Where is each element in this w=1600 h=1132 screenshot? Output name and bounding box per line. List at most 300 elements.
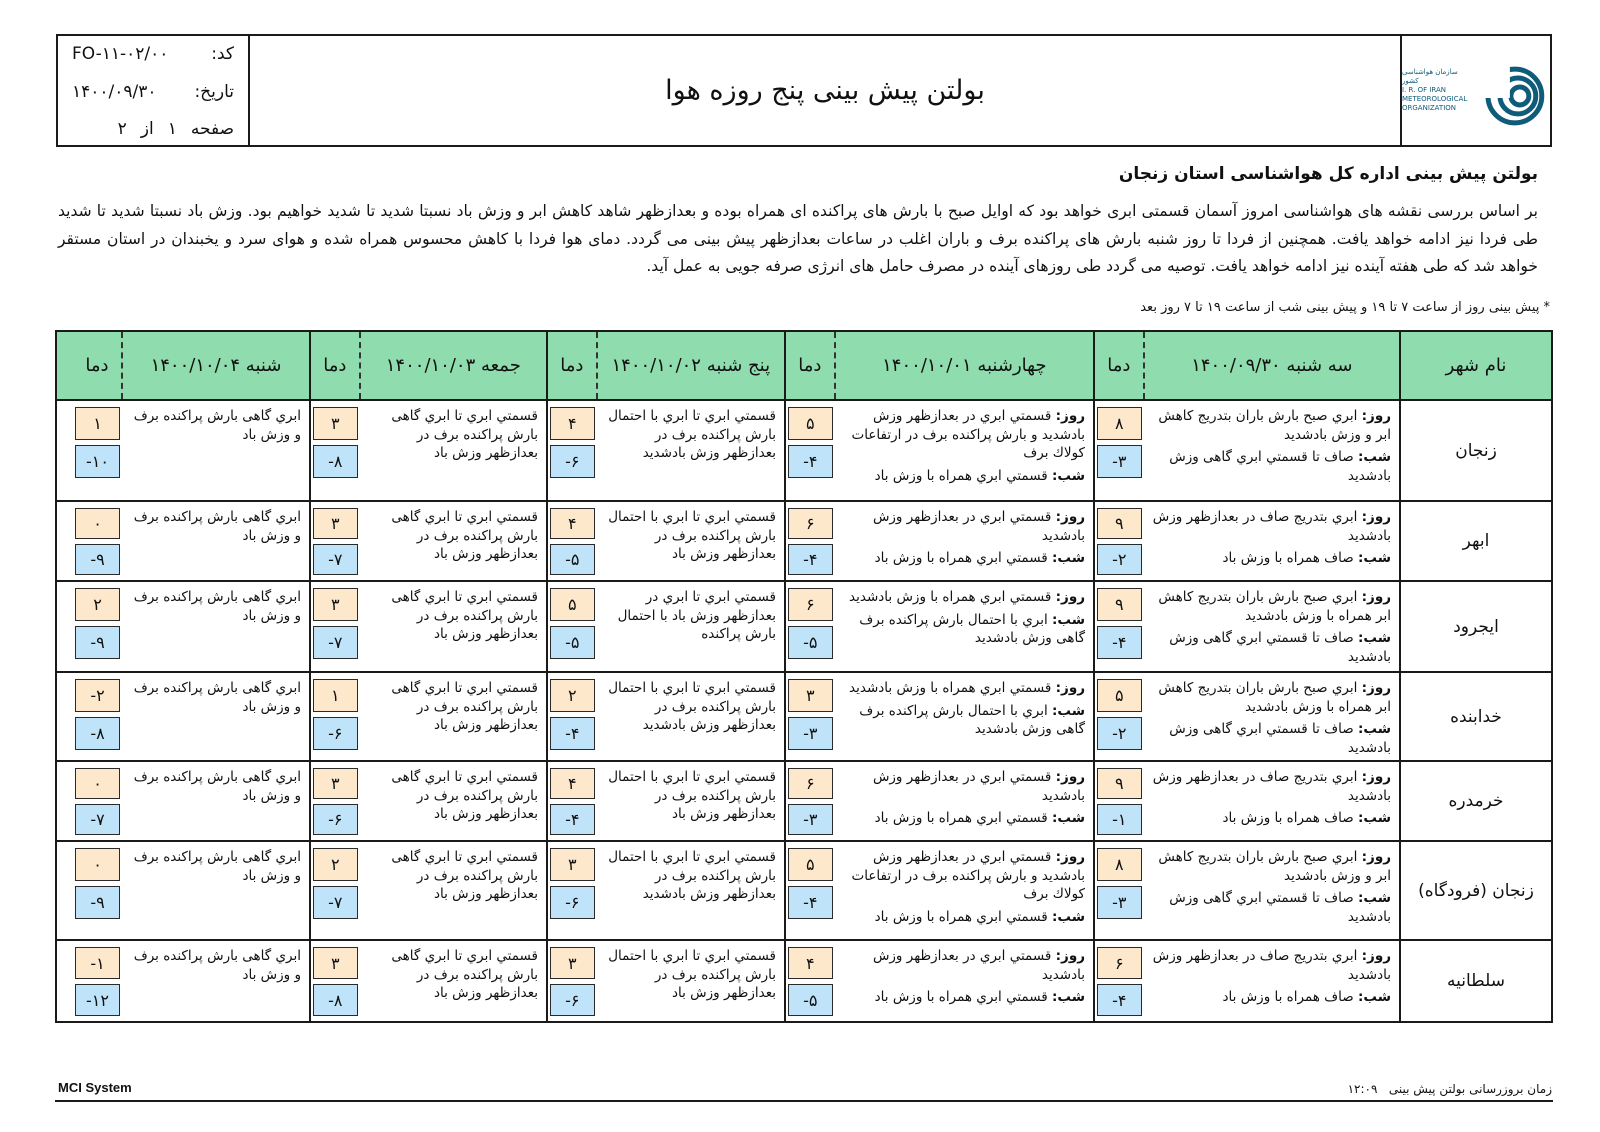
forecast-description (121, 673, 309, 760)
max-temperature: ۴ (550, 768, 595, 799)
day-label: روز: (1361, 948, 1391, 964)
temperature-cells (1095, 762, 1143, 840)
day-forecast (842, 407, 1085, 463)
night-forecast (842, 611, 1085, 648)
forecast-text: قسمتي ابري تا ابري گاهی بارش پراكنده برف در بعدازظهر وزش باد (391, 849, 538, 902)
night-text: قسمتي ابري همراه با وزش باد (874, 467, 1048, 484)
forecast-description (834, 762, 1093, 840)
logo-line: ORGANIZATION (1402, 104, 1457, 112)
forecast-description (121, 762, 309, 840)
temp-column-header: دما (798, 355, 822, 376)
night-forecast (1151, 448, 1391, 485)
day-forecast (842, 768, 1085, 805)
night-text: قسمتي ابري همراه با وزش باد (874, 908, 1048, 925)
min-temperature: -۹ (75, 886, 120, 919)
night-text: قسمتي ابري همراه با وزش باد (874, 550, 1048, 566)
temperature-cells (1095, 582, 1143, 671)
table-row (57, 762, 1551, 842)
max-temperature: ۳ (313, 407, 358, 440)
temperature-cells (1095, 941, 1143, 1021)
max-temperature: ۵ (788, 407, 833, 440)
day-label: روز: (1361, 589, 1391, 605)
forecast-description (1143, 401, 1399, 500)
temperature-cells (786, 582, 834, 671)
temperature-cells (1095, 401, 1143, 500)
temperature-cells (73, 502, 121, 580)
day-forecast-cell (784, 673, 1093, 760)
forecast-description (834, 582, 1093, 671)
min-temperature: -۱ (1097, 804, 1142, 835)
forecast-description (596, 401, 784, 500)
temperature-cells (73, 762, 121, 840)
forecast-description (359, 842, 546, 939)
day-label: روز: (1361, 769, 1391, 785)
temperature-cells (786, 502, 834, 580)
night-label: شب: (1358, 810, 1391, 826)
night-forecast (842, 702, 1085, 739)
forecast-text: قسمتي ابري تا ابري با احتمال بارش پراكنده برف در بعدازظهر وزش بادشديد (608, 849, 776, 902)
max-temperature: ۱ (75, 407, 120, 440)
page-total: ۲ (117, 119, 127, 139)
night-label: شب: (1052, 467, 1085, 484)
max-temperature: ۴ (550, 508, 595, 539)
forecast-note: * پیش بینی روز از ساعت ۷ تا ۱۹ و پیش بینی شب از ساعت ۱۹ تا ۷ روز بعد (1140, 300, 1550, 315)
min-temperature: -۵ (550, 544, 595, 575)
day-text: ابري بتدريج صاف در بعدازظهر وزش بادشديد (1152, 769, 1391, 804)
table-row (57, 842, 1551, 941)
min-temperature: -۶ (550, 984, 595, 1016)
max-temperature: ۴ (788, 947, 833, 979)
night-label: شب: (1358, 890, 1391, 906)
temperature-cells (786, 673, 834, 760)
max-temperature: ۶ (788, 768, 833, 799)
update-time: ۱۲:۰۹ (1347, 1082, 1378, 1096)
min-temperature: -۸ (313, 984, 358, 1016)
forecast-text: قسمتي ابري تا ابري با احتمال بارش پراكنده برف در بعدازظهر وزش باد (608, 769, 776, 822)
city-column-header: نام شهر (1399, 332, 1551, 399)
day-forecast-cell (309, 582, 546, 671)
forecast-text: ابري گاهی بارش پراكنده برف و وزش باد (133, 509, 301, 544)
day-forecast-cell (546, 502, 784, 580)
night-text: صاف تا قسمتي ابري گاهی وزش بادشديد (1169, 449, 1391, 484)
day-forecast-cell (309, 401, 546, 500)
night-label: شب: (1052, 989, 1085, 1005)
code-row (72, 44, 234, 64)
forecast-description (1143, 673, 1399, 760)
min-temperature: -۳ (1097, 445, 1142, 478)
day-forecast-cell (1093, 401, 1399, 500)
min-temperature: -۶ (313, 717, 358, 750)
day-forecast (842, 848, 1085, 904)
table-body (57, 401, 1551, 1021)
day-column-header (1093, 332, 1399, 399)
max-temperature: ۵ (550, 588, 595, 621)
temperature-cells (548, 502, 596, 580)
day-forecast-cell (546, 842, 784, 939)
min-temperature: -۵ (550, 626, 595, 659)
forecast-description (834, 941, 1093, 1021)
logo-line: سازمان هواشناسی کشور (1402, 68, 1458, 85)
max-temperature: ۳ (313, 588, 358, 621)
forecast-description (596, 762, 784, 840)
page-label: صفحه (190, 119, 234, 139)
logo-text (1402, 68, 1476, 113)
forecast-text: ابري گاهی بارش پراكنده برف و وزش باد (133, 849, 301, 884)
day-forecast (1151, 508, 1391, 545)
forecast-text: قسمتي ابري تا ابري گاهی بارش پراكنده برف در بعدازظهر وزش باد (391, 589, 538, 642)
temperature-cells (311, 502, 359, 580)
day-forecast (1151, 768, 1391, 805)
min-temperature: -۴ (550, 804, 595, 835)
min-temperature: -۸ (313, 445, 358, 478)
min-temperature: -۴ (1097, 626, 1142, 659)
forecast-text: قسمتي ابري تا ابري گاهی بارش پراكنده برف در بعدازظهر وزش باد (391, 769, 538, 822)
min-temperature: -۴ (550, 717, 595, 750)
temperature-cells (548, 401, 596, 500)
max-temperature: ۸ (1097, 848, 1142, 881)
day-forecast-cell (309, 502, 546, 580)
min-temperature: -۴ (788, 544, 833, 575)
day-text: قسمتي ابري در بعدازظهر وزش بادشديد و بارش پراكنده برف در ارتفاعات كولاك برف (851, 408, 1085, 461)
day-text: ابري صبح بارش باران بتدريج كاهش ابر همراه با وزش بادشديد (1158, 680, 1391, 715)
max-temperature: ۹ (1097, 508, 1142, 539)
forecast-description (596, 842, 784, 939)
day-text: قسمتي ابري در بعدازظهر وزش بادشديد (872, 948, 1085, 983)
max-temperature: ۳ (550, 848, 595, 881)
night-text: قسمتي ابري همراه با وزش باد (874, 989, 1048, 1005)
day-forecast (842, 508, 1085, 545)
min-temperature: -۳ (1097, 886, 1142, 919)
logo-spiral-icon (1480, 56, 1550, 126)
night-forecast (842, 467, 1085, 486)
night-label: شب: (1052, 702, 1085, 719)
temperature-cells (311, 762, 359, 840)
forecast-description (359, 582, 546, 671)
city-name: ایجرود (1399, 582, 1551, 671)
temperature-cells (786, 842, 834, 939)
day-forecast-cell (73, 842, 309, 939)
night-text: ابري با احتمال بارش پراكنده برف گاهی وزش بادشديد (859, 702, 1085, 737)
temp-column-header: دما (560, 355, 584, 376)
page-row (72, 119, 234, 139)
forecast-text: قسمتي ابري تا ابري با احتمال بارش پراكنده برف در بعدازظهر وزش باد (608, 509, 776, 562)
footer-divider (55, 1100, 1553, 1102)
day-column-header (546, 332, 784, 399)
forecast-description (834, 673, 1093, 760)
page-title: بولتن پیش بینی پنج روزه هوا (665, 75, 985, 106)
night-forecast (1151, 629, 1391, 666)
min-temperature: -۷ (313, 544, 358, 575)
night-label: شب: (1052, 908, 1085, 925)
temperature-cells (786, 941, 834, 1021)
day-text: ابري بتدريج صاف در بعدازظهر وزش بادشديد (1152, 948, 1391, 983)
forecast-description (359, 502, 546, 580)
day-forecast-cell (309, 673, 546, 760)
day-forecast-cell (1093, 941, 1399, 1021)
day-label: روز: (1055, 408, 1085, 424)
temperature-cells (786, 762, 834, 840)
temperature-cells (1095, 673, 1143, 760)
night-forecast (842, 908, 1085, 927)
city-name: زنجان (1399, 401, 1551, 500)
day-forecast-cell (1093, 762, 1399, 840)
table-header (57, 332, 1551, 401)
forecast-text: قسمتي ابري تا ابري گاهی بارش پراكنده برف در بعدازظهر وزش باد (391, 408, 538, 461)
day-forecast-cell (784, 582, 1093, 671)
min-temperature: -۹ (75, 626, 120, 659)
day-text: ابري صبح بارش باران بتدريج كاهش ابر و وزش بادشديد (1158, 849, 1391, 884)
forecast-description (359, 673, 546, 760)
day-forecast (842, 588, 1085, 607)
forecast-description (596, 941, 784, 1021)
temperature-cells (1095, 842, 1143, 939)
day-forecast-cell (546, 673, 784, 760)
day-forecast-cell (73, 673, 309, 760)
day-forecast-cell (546, 762, 784, 840)
day-forecast-cell (73, 582, 309, 671)
night-forecast (1151, 809, 1391, 828)
forecast-text: قسمتي ابري تا ابري با احتمال بارش پراكنده برف در بعدازظهر وزش باد (608, 948, 776, 1001)
bulletin-header (56, 34, 1552, 147)
max-temperature: ۸ (1097, 407, 1142, 440)
day-label: روز: (1055, 849, 1085, 865)
forecast-description (359, 401, 546, 500)
night-text: صاف تا قسمتي ابري گاهی وزش بادشديد (1169, 890, 1391, 925)
max-temperature: ۹ (1097, 768, 1142, 799)
date-row (72, 82, 234, 102)
code-label: کد: (211, 44, 234, 64)
min-temperature: -۶ (550, 886, 595, 919)
forecast-description (1143, 762, 1399, 840)
forecast-table (55, 330, 1553, 1023)
forecast-description (596, 502, 784, 580)
max-temperature: -۱ (75, 947, 120, 979)
night-text: صاف تا قسمتي ابري گاهی وزش بادشديد (1169, 630, 1391, 665)
day-forecast-cell (546, 582, 784, 671)
day-forecast-cell (1093, 502, 1399, 580)
night-forecast (1151, 720, 1391, 757)
max-temperature: ۹ (1097, 588, 1142, 621)
night-label: شب: (1358, 630, 1391, 646)
intro-body: بر اساس بررسی نقشه های هواشناسی امروز آسمان قسمتی ابری خواهد بود که اوایل صبح با بارش های پراکنده ای همراه بوده و بعدازظهر شاهد کاهش ابر و وزش باد نسبتا شدید تا شدید خواهیم بود. وزش باد نسبتا شدید تا شدید طی فردا نیز ادامه خواهد یافت. همچنین از فردا تا روز شنبه بارش های پراکنده برف و باران اغلب در ساعات بعدازظهر پیش بینی می گردد. دمای هوا فردا با کاهش محسوس همراه شده و هوای سرد و یخبندان در استان مستقر خواهد شد که طی هفته آینده نیز ادامه خواهد یافت. توصیه می گردد طی روزهای آینده در مصرف حامل های انرژی صرفه جویی به عمل آید. (58, 202, 1538, 275)
page-of: از (140, 119, 154, 139)
day-text: قسمتي ابري همراه با وزش بادشديد (849, 589, 1052, 605)
min-temperature: -۳ (788, 804, 833, 835)
day-forecast-cell (784, 941, 1093, 1021)
max-temperature: ۵ (788, 848, 833, 881)
day-column-header (73, 332, 309, 399)
temperature-cells (73, 401, 121, 500)
day-forecast-cell (73, 762, 309, 840)
max-temperature: ۰ (75, 508, 120, 539)
forecast-description (121, 401, 309, 500)
day-forecast-cell (73, 502, 309, 580)
day-date-header: جمعه ۱۴۰۰/۱۰/۰۳ (359, 332, 546, 399)
day-forecast-cell (784, 401, 1093, 500)
max-temperature: ۲ (313, 848, 358, 881)
min-temperature: -۴ (788, 445, 833, 478)
day-text: قسمتي ابري همراه با وزش بادشديد (849, 680, 1052, 696)
temperature-cells (73, 582, 121, 671)
night-label: شب: (1358, 989, 1391, 1005)
day-forecast-cell (546, 401, 784, 500)
day-forecast-cell (1093, 673, 1399, 760)
day-text: قسمتي ابري در بعدازظهر وزش بادشديد و بارش پراكنده برف در ارتفاعات كولاك برف (851, 849, 1085, 902)
min-temperature: -۵ (788, 626, 833, 659)
day-date-header: شنبه ۱۴۰۰/۱۰/۰۴ (121, 332, 309, 399)
day-label: روز: (1361, 680, 1391, 696)
max-temperature: ۱ (313, 679, 358, 712)
night-text: صاف تا قسمتي ابري گاهی وزش بادشديد (1169, 721, 1391, 756)
forecast-text: قسمتي ابري تا ابري با احتمال بارش پراكنده برف در بعدازظهر وزش بادشديد (608, 408, 776, 461)
day-column-header (309, 332, 546, 399)
max-temperature: ۶ (788, 508, 833, 539)
forecast-description (834, 842, 1093, 939)
intro-title: بولتن پیش بینی اداره کل هواشناسی استان زنجان (1118, 164, 1538, 184)
forecast-text: ابري گاهی بارش پراكنده برف و وزش باد (133, 769, 301, 804)
forecast-description (121, 582, 309, 671)
day-forecast (1151, 848, 1391, 885)
day-forecast-cell (784, 762, 1093, 840)
code-value: FO-۱۱-۰۲/۰۰ (72, 44, 169, 64)
document-meta (58, 36, 250, 145)
day-label: روز: (1055, 509, 1085, 525)
day-forecast-cell (1093, 582, 1399, 671)
temp-column-header: دما (1107, 355, 1131, 376)
night-text: صاف همراه با وزش باد (1222, 989, 1354, 1005)
max-temperature: ۳ (313, 947, 358, 979)
night-text: صاف همراه با وزش باد (1222, 550, 1354, 566)
date-label: تاریخ: (194, 81, 234, 102)
day-forecast-cell (309, 842, 546, 939)
min-temperature: -۸ (75, 717, 120, 750)
forecast-description (1143, 502, 1399, 580)
day-label: روز: (1055, 769, 1085, 785)
night-label: شب: (1358, 721, 1391, 737)
temperature-cells (311, 673, 359, 760)
min-temperature: -۲ (1097, 544, 1142, 575)
forecast-description (834, 401, 1093, 500)
day-text: قسمتي ابري در بعدازظهر وزش بادشديد (872, 769, 1085, 804)
night-text: قسمتي ابري همراه با وزش باد (874, 810, 1048, 826)
temp-column-header: دما (323, 355, 347, 376)
forecast-description (121, 842, 309, 939)
day-label: روز: (1055, 680, 1085, 696)
city-name: سلطانیه (1399, 941, 1551, 1021)
table-row (57, 673, 1551, 762)
temperature-cells (73, 842, 121, 939)
night-label: شب: (1358, 449, 1391, 465)
min-temperature: -۱۰ (75, 445, 120, 478)
day-forecast-cell (784, 842, 1093, 939)
city-name: خرمدره (1399, 762, 1551, 840)
min-temperature: -۷ (313, 886, 358, 919)
day-label: روز: (1055, 589, 1085, 605)
max-temperature: ۶ (1097, 947, 1142, 979)
min-temperature: -۵ (788, 984, 833, 1016)
forecast-text: قسمتي ابري تا ابري با احتمال بارش پراكنده برف در بعدازظهر وزش بادشديد (608, 680, 776, 733)
max-temperature: ۳ (788, 679, 833, 712)
temperature-cells (548, 842, 596, 939)
max-temperature: ۰ (75, 768, 120, 799)
forecast-text: قسمتي ابري تا ابري گاهی بارش پراكنده برف در بعدازظهر وزش باد (391, 948, 538, 1001)
night-text: صاف همراه با وزش باد (1222, 810, 1354, 826)
min-temperature: -۲ (1097, 717, 1142, 750)
temperature-cells (786, 401, 834, 500)
logo-line: I. R. OF IRAN (1402, 86, 1447, 94)
temperature-cells (311, 401, 359, 500)
forecast-text: ابري گاهی بارش پراكنده برف و وزش باد (133, 589, 301, 624)
table-row (57, 401, 1551, 502)
day-forecast-cell (784, 502, 1093, 580)
forecast-text: قسمتي ابري تا ابري در بعدازظهر وزش باد با احتمال بارش پراكنده (617, 589, 776, 642)
forecast-description (596, 582, 784, 671)
day-text: ابري بتدريج صاف در بعدازظهر وزش بادشديد (1152, 509, 1391, 544)
forecast-text: قسمتي ابري تا ابري گاهی بارش پراكنده برف در بعدازظهر وزش باد (391, 509, 538, 562)
min-temperature: -۷ (75, 804, 120, 835)
min-temperature: -۹ (75, 544, 120, 575)
max-temperature: ۳ (313, 768, 358, 799)
temperature-cells (548, 762, 596, 840)
update-label: زمان بروزرسانی بولتن پیش بینی (1388, 1082, 1552, 1096)
min-temperature: -۷ (313, 626, 358, 659)
max-temperature: ۶ (788, 588, 833, 621)
max-temperature: ۳ (313, 508, 358, 539)
day-date-header: سه شنبه ۱۴۰۰/۰۹/۳۰ (1143, 332, 1399, 399)
night-text: ابري با احتمال بارش پراكنده برف گاهی وزش بادشديد (859, 611, 1085, 646)
temperature-cells (311, 941, 359, 1021)
city-name: زنجان (فرودگاه) (1399, 842, 1551, 939)
footer-update-time (1348, 1082, 1552, 1096)
table-row (57, 502, 1551, 582)
forecast-description (834, 502, 1093, 580)
night-forecast (1151, 889, 1391, 926)
forecast-text: ابري گاهی بارش پراكنده برف و وزش باد (133, 408, 301, 443)
night-forecast (842, 549, 1085, 568)
day-column-header (784, 332, 1093, 399)
night-label: شب: (1052, 611, 1085, 628)
max-temperature: ۲ (75, 588, 120, 621)
night-label: شب: (1358, 550, 1391, 566)
forecast-description (596, 673, 784, 760)
min-temperature: -۶ (313, 804, 358, 835)
day-forecast-cell (73, 401, 309, 500)
day-forecast-cell (546, 941, 784, 1021)
temperature-cells (548, 673, 596, 760)
forecast-description (1143, 582, 1399, 671)
min-temperature: -۴ (1097, 984, 1142, 1016)
day-forecast-cell (309, 762, 546, 840)
night-forecast (1151, 988, 1391, 1007)
min-temperature: -۶ (550, 445, 595, 478)
forecast-text: ابري گاهی بارش پراكنده برف و وزش باد (133, 680, 301, 715)
meteorological-organization-logo (1400, 36, 1550, 145)
max-temperature: -۲ (75, 679, 120, 712)
forecast-description (121, 941, 309, 1021)
day-forecast (1151, 947, 1391, 984)
night-label: شب: (1052, 810, 1085, 826)
temperature-cells (548, 582, 596, 671)
day-text: قسمتي ابري در بعدازظهر وزش بادشديد (872, 509, 1085, 544)
max-temperature: ۵ (1097, 679, 1142, 712)
temperature-cells (548, 941, 596, 1021)
forecast-description (1143, 941, 1399, 1021)
temperature-cells (1095, 502, 1143, 580)
table-row (57, 941, 1551, 1021)
table-row (57, 582, 1551, 673)
day-forecast (1151, 407, 1391, 444)
night-label: شب: (1052, 550, 1085, 566)
